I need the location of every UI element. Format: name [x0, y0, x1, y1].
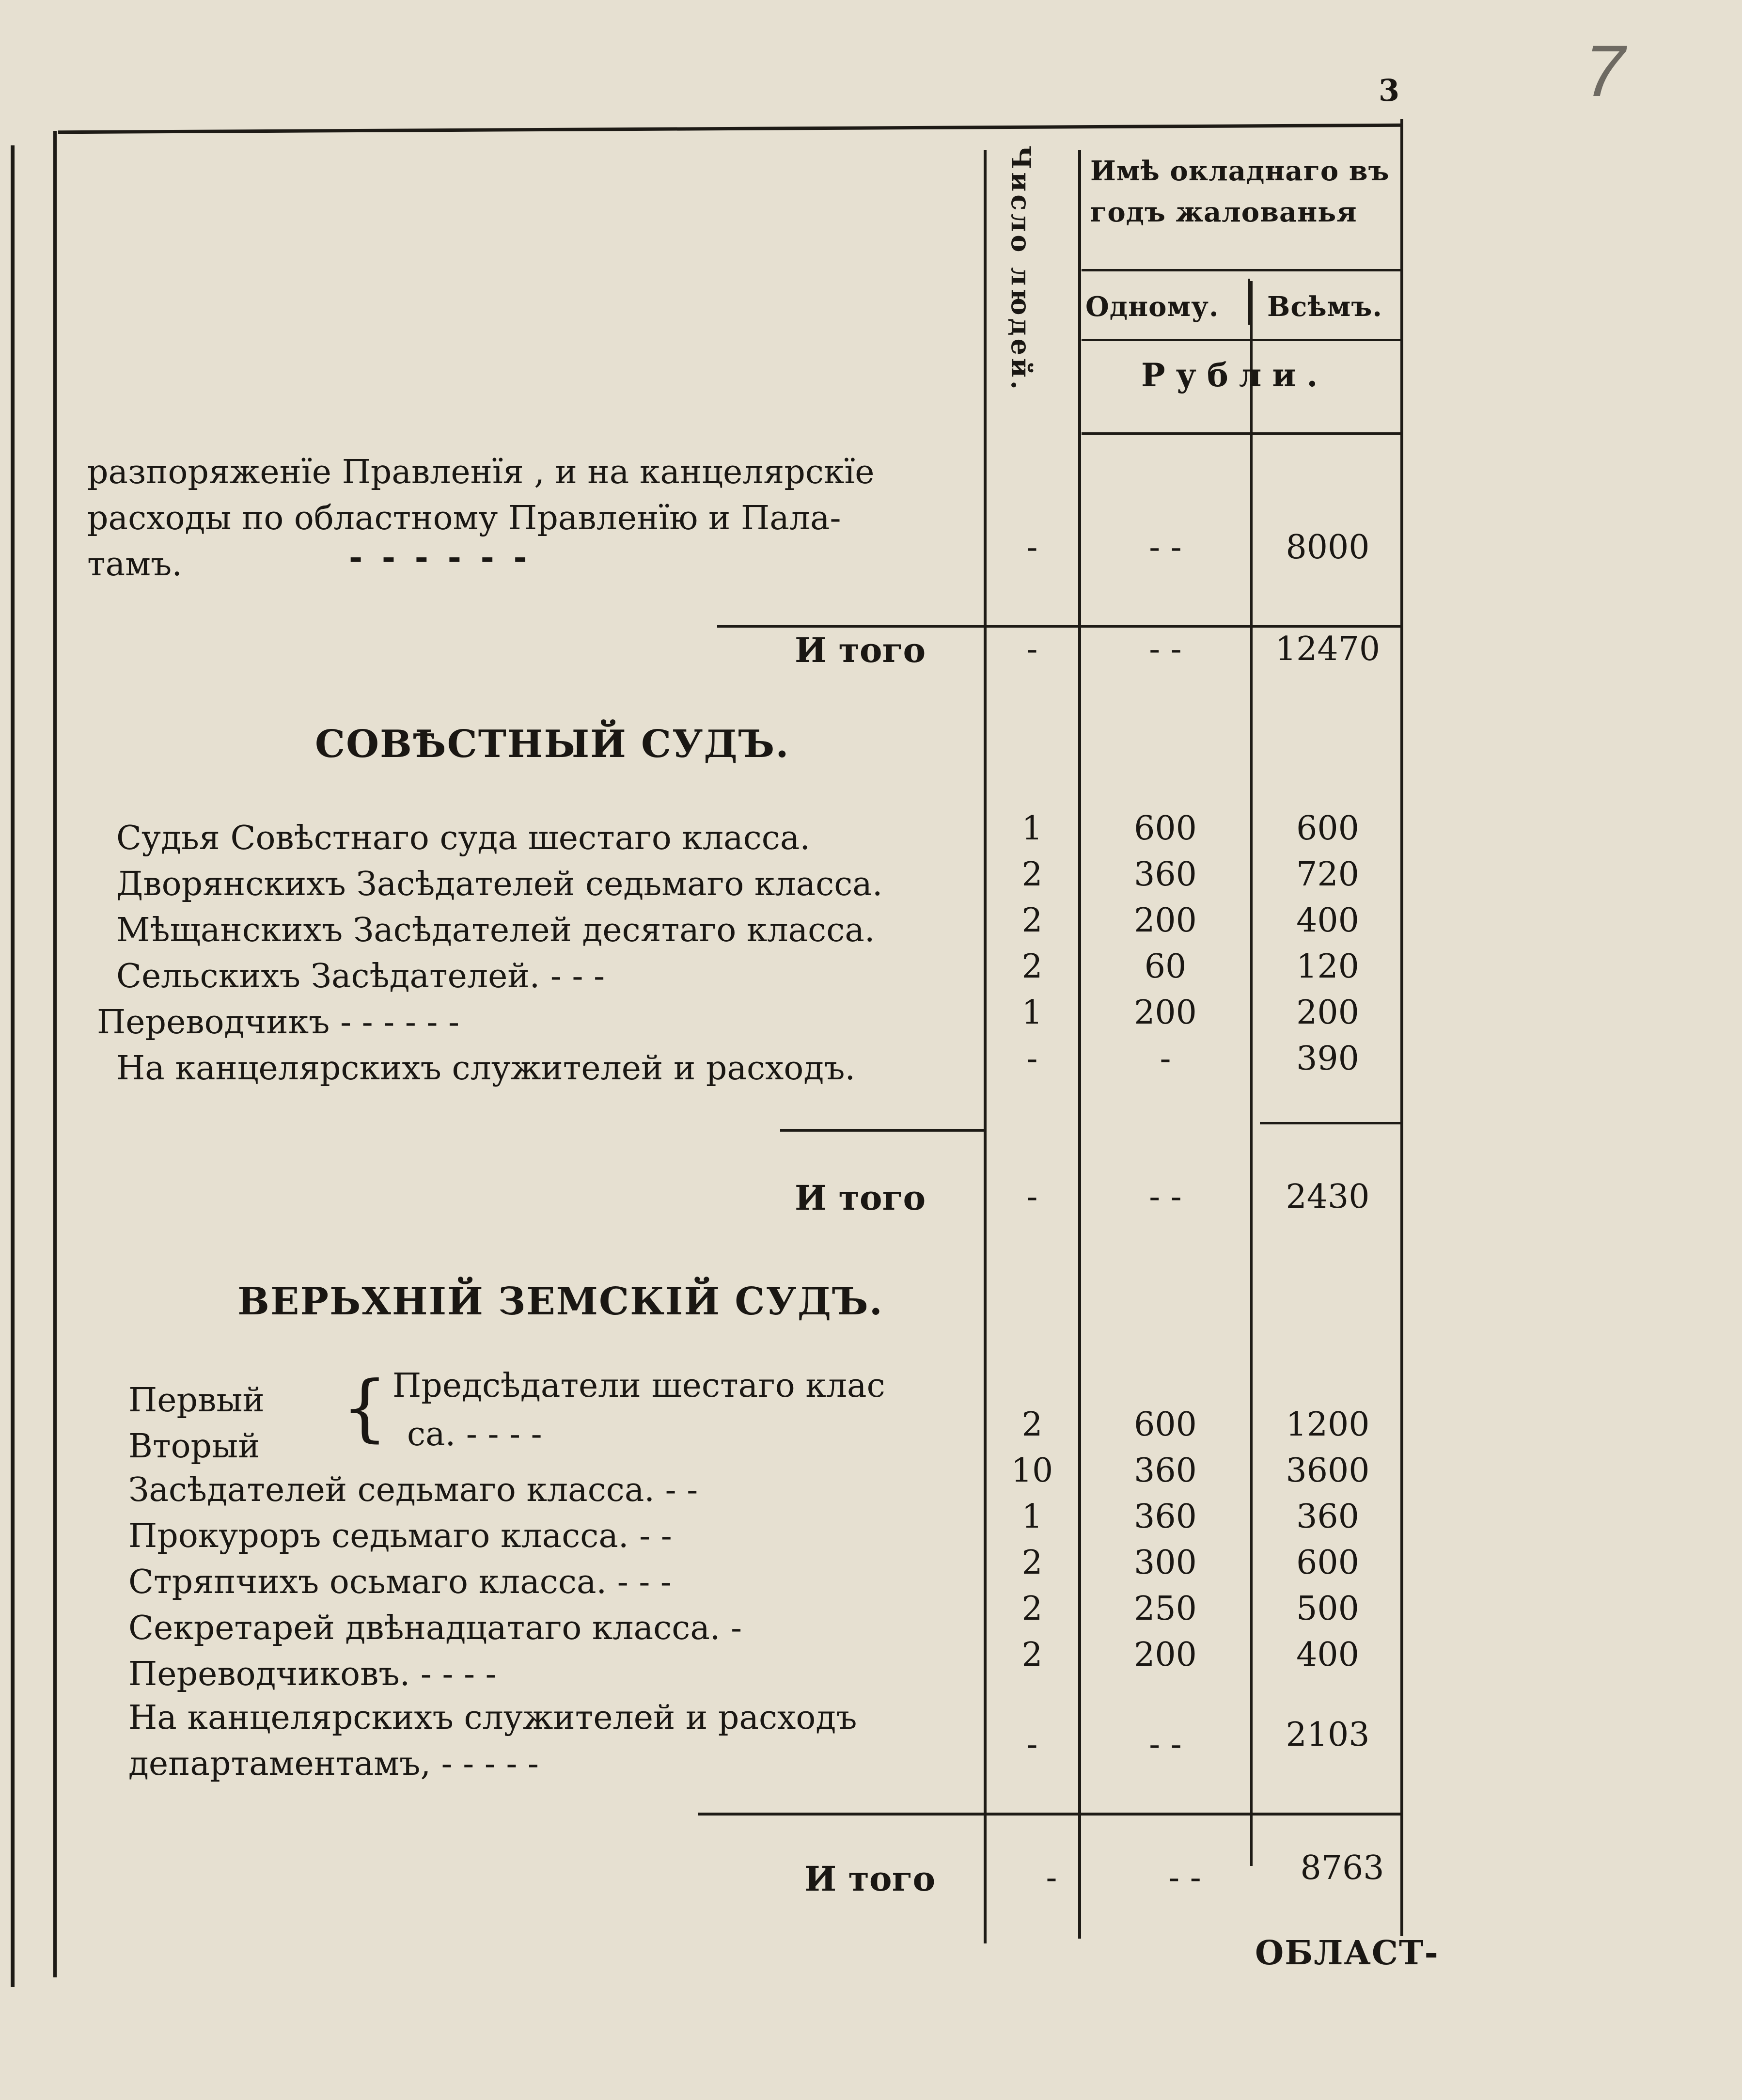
header-all: Всѣмъ. — [1267, 291, 1382, 323]
chair-brace: { — [342, 1366, 388, 1450]
header-salary-line2: годъ жалованья — [1090, 196, 1357, 228]
s2-row5-each: 200 — [1134, 1636, 1197, 1674]
chair-text2: са. - - - - — [407, 1415, 542, 1453]
top-entry-all: 8000 — [1286, 528, 1370, 567]
s1-row3-label: Мѣщанскихъ Засѣдателей десятаго класса. — [116, 911, 875, 949]
s2-last-all: 2103 — [1286, 1716, 1370, 1754]
top-entry-line2: расходы по областному Правленїю и Пала- — [87, 499, 841, 537]
section1-title: СОВѢСТНЫЙ СУДЪ. — [315, 722, 790, 766]
s1-row4-label: Сельскихъ Засѣдателей. - - - — [116, 957, 605, 995]
s1-row1-each: 600 — [1134, 809, 1197, 848]
total3-label: И того — [804, 1859, 936, 1899]
s2-row5-count: 2 — [1021, 1636, 1043, 1674]
total2-all: 2430 — [1286, 1178, 1370, 1216]
s1-row5-all: 200 — [1296, 994, 1359, 1032]
s2-row1-count: 10 — [1011, 1452, 1053, 1490]
left-border-inner — [53, 131, 57, 1977]
s2-row2-label: Прокуроръ седьмаго класса. - - — [128, 1517, 672, 1555]
s2-last-line1: На канцелярскихъ служителей и расходъ — [128, 1699, 857, 1737]
total3-count: - — [1046, 1859, 1057, 1897]
s1-row2-count: 2 — [1021, 855, 1043, 894]
s2-row4-count: 2 — [1021, 1590, 1043, 1628]
s1-row6-each: - — [1160, 1040, 1171, 1078]
s1-row3-all: 400 — [1296, 901, 1359, 940]
s2-last-count: - — [1026, 1725, 1038, 1764]
s2-row5-all: 400 — [1296, 1636, 1359, 1674]
s1-row5-count: 1 — [1021, 994, 1043, 1032]
top-rule — [58, 124, 1400, 134]
total1-each: - - — [1149, 630, 1182, 668]
header-currency: Рубли. — [1141, 356, 1329, 394]
s2-last-line2: департаментамъ, - - - - - — [128, 1745, 539, 1783]
chair-all: 1200 — [1286, 1405, 1370, 1444]
s1-row6-count: - — [1026, 1040, 1038, 1078]
s2-row2-all: 360 — [1296, 1498, 1359, 1536]
col-line-count-left — [984, 150, 987, 1943]
s1-row2-label: Дворянскихъ Засѣдателей седьмаго класса. — [116, 865, 883, 903]
header-count-column: Число людей. — [1005, 145, 1036, 393]
col-line-all-left — [1250, 281, 1253, 1866]
header-rule-1 — [1082, 269, 1400, 271]
header-rule-2 — [1082, 339, 1400, 341]
total2-each: - - — [1149, 1178, 1182, 1216]
s2-row3-each: 300 — [1134, 1544, 1197, 1582]
s2-row2-each: 360 — [1134, 1498, 1197, 1536]
top-entry-count: - — [1026, 528, 1038, 567]
s1-row1-count: 1 — [1021, 809, 1043, 848]
chair-first: Первый — [128, 1381, 265, 1420]
s2-row1-each: 360 — [1134, 1452, 1197, 1490]
s1-row4-each: 60 — [1144, 947, 1187, 986]
total2-count: - — [1026, 1178, 1038, 1216]
top-entry-leader: - - - - - - — [349, 538, 531, 577]
total2-label: И того — [795, 1178, 926, 1218]
margin-note: 7 — [1585, 30, 1625, 111]
total1-count: - — [1026, 630, 1038, 668]
total3-all: 8763 — [1300, 1849, 1384, 1887]
chair-text1: Предсѣдатели шестаго клас — [392, 1367, 885, 1405]
s2-row4-each: 250 — [1134, 1590, 1197, 1628]
total1-all: 12470 — [1275, 630, 1381, 668]
s1-row1-all: 600 — [1296, 809, 1359, 848]
header-each: Одному. — [1085, 291, 1219, 323]
s2-last-each: - - — [1149, 1725, 1182, 1764]
header-rule-3 — [1082, 432, 1400, 435]
s2-row5-label: Переводчиковъ. - - - - — [128, 1655, 497, 1693]
header-sep — [1248, 279, 1250, 325]
s1-row5-label: Переводчикъ - - - - - - — [97, 1003, 459, 1042]
s1-row4-all: 120 — [1296, 947, 1359, 986]
s1-row3-each: 200 — [1134, 901, 1197, 940]
rule-total1 — [717, 625, 1400, 628]
total3-each: - - — [1168, 1859, 1201, 1897]
top-entry-line1: разпоряженїе Правленїя , и на канцелярскїе — [87, 453, 875, 491]
s2-row1-label: Засѣдателей седьмаго класса. - - — [128, 1471, 698, 1509]
s1-row4-count: 2 — [1021, 947, 1043, 986]
section2-title: ВЕРЬХНІЙ ЗЕМСКІЙ СУДЪ. — [237, 1279, 883, 1324]
top-entry-each: - - — [1149, 528, 1182, 567]
chair-second: Вторый — [128, 1427, 260, 1466]
chair-count: 2 — [1021, 1405, 1043, 1444]
chair-each: 600 — [1134, 1405, 1197, 1444]
s1-row5-each: 200 — [1134, 994, 1197, 1032]
total1-label: И того — [795, 630, 926, 670]
rule-total3 — [698, 1813, 1400, 1816]
top-entry-line3: тамъ. — [87, 545, 182, 584]
s1-row6-all: 390 — [1296, 1040, 1359, 1078]
s1-row6-label: На канцелярскихъ служителей и расходъ. — [116, 1049, 856, 1088]
s2-row4-label: Секретарей двѣнадцатаго класса. - — [128, 1609, 742, 1647]
col-line-right — [1400, 119, 1403, 1936]
header-salary-line1: Имѣ окладнаго въ — [1090, 155, 1390, 187]
s2-row3-all: 600 — [1296, 1544, 1359, 1582]
col-line-each-left — [1078, 150, 1081, 1939]
left-border-outer — [11, 145, 15, 1987]
catchword: ОБЛАСТ- — [1255, 1934, 1439, 1973]
s2-row3-count: 2 — [1021, 1544, 1043, 1582]
s2-row2-count: 1 — [1021, 1498, 1043, 1536]
s2-row1-all: 3600 — [1286, 1452, 1370, 1490]
s1-row2-all: 720 — [1296, 855, 1359, 894]
s1-row2-each: 360 — [1134, 855, 1197, 894]
s1-row3-count: 2 — [1021, 901, 1043, 940]
rule-total2-left — [780, 1129, 984, 1132]
s2-row4-all: 500 — [1296, 1590, 1359, 1628]
rule-total2-right — [1260, 1122, 1400, 1124]
s1-row1-label: Судья Совѣстнаго суда шестаго класса. — [116, 819, 811, 857]
s2-row3-label: Стряпчихъ осьмаго класса. - - - — [128, 1563, 672, 1601]
page-number: 3 — [1379, 73, 1400, 108]
